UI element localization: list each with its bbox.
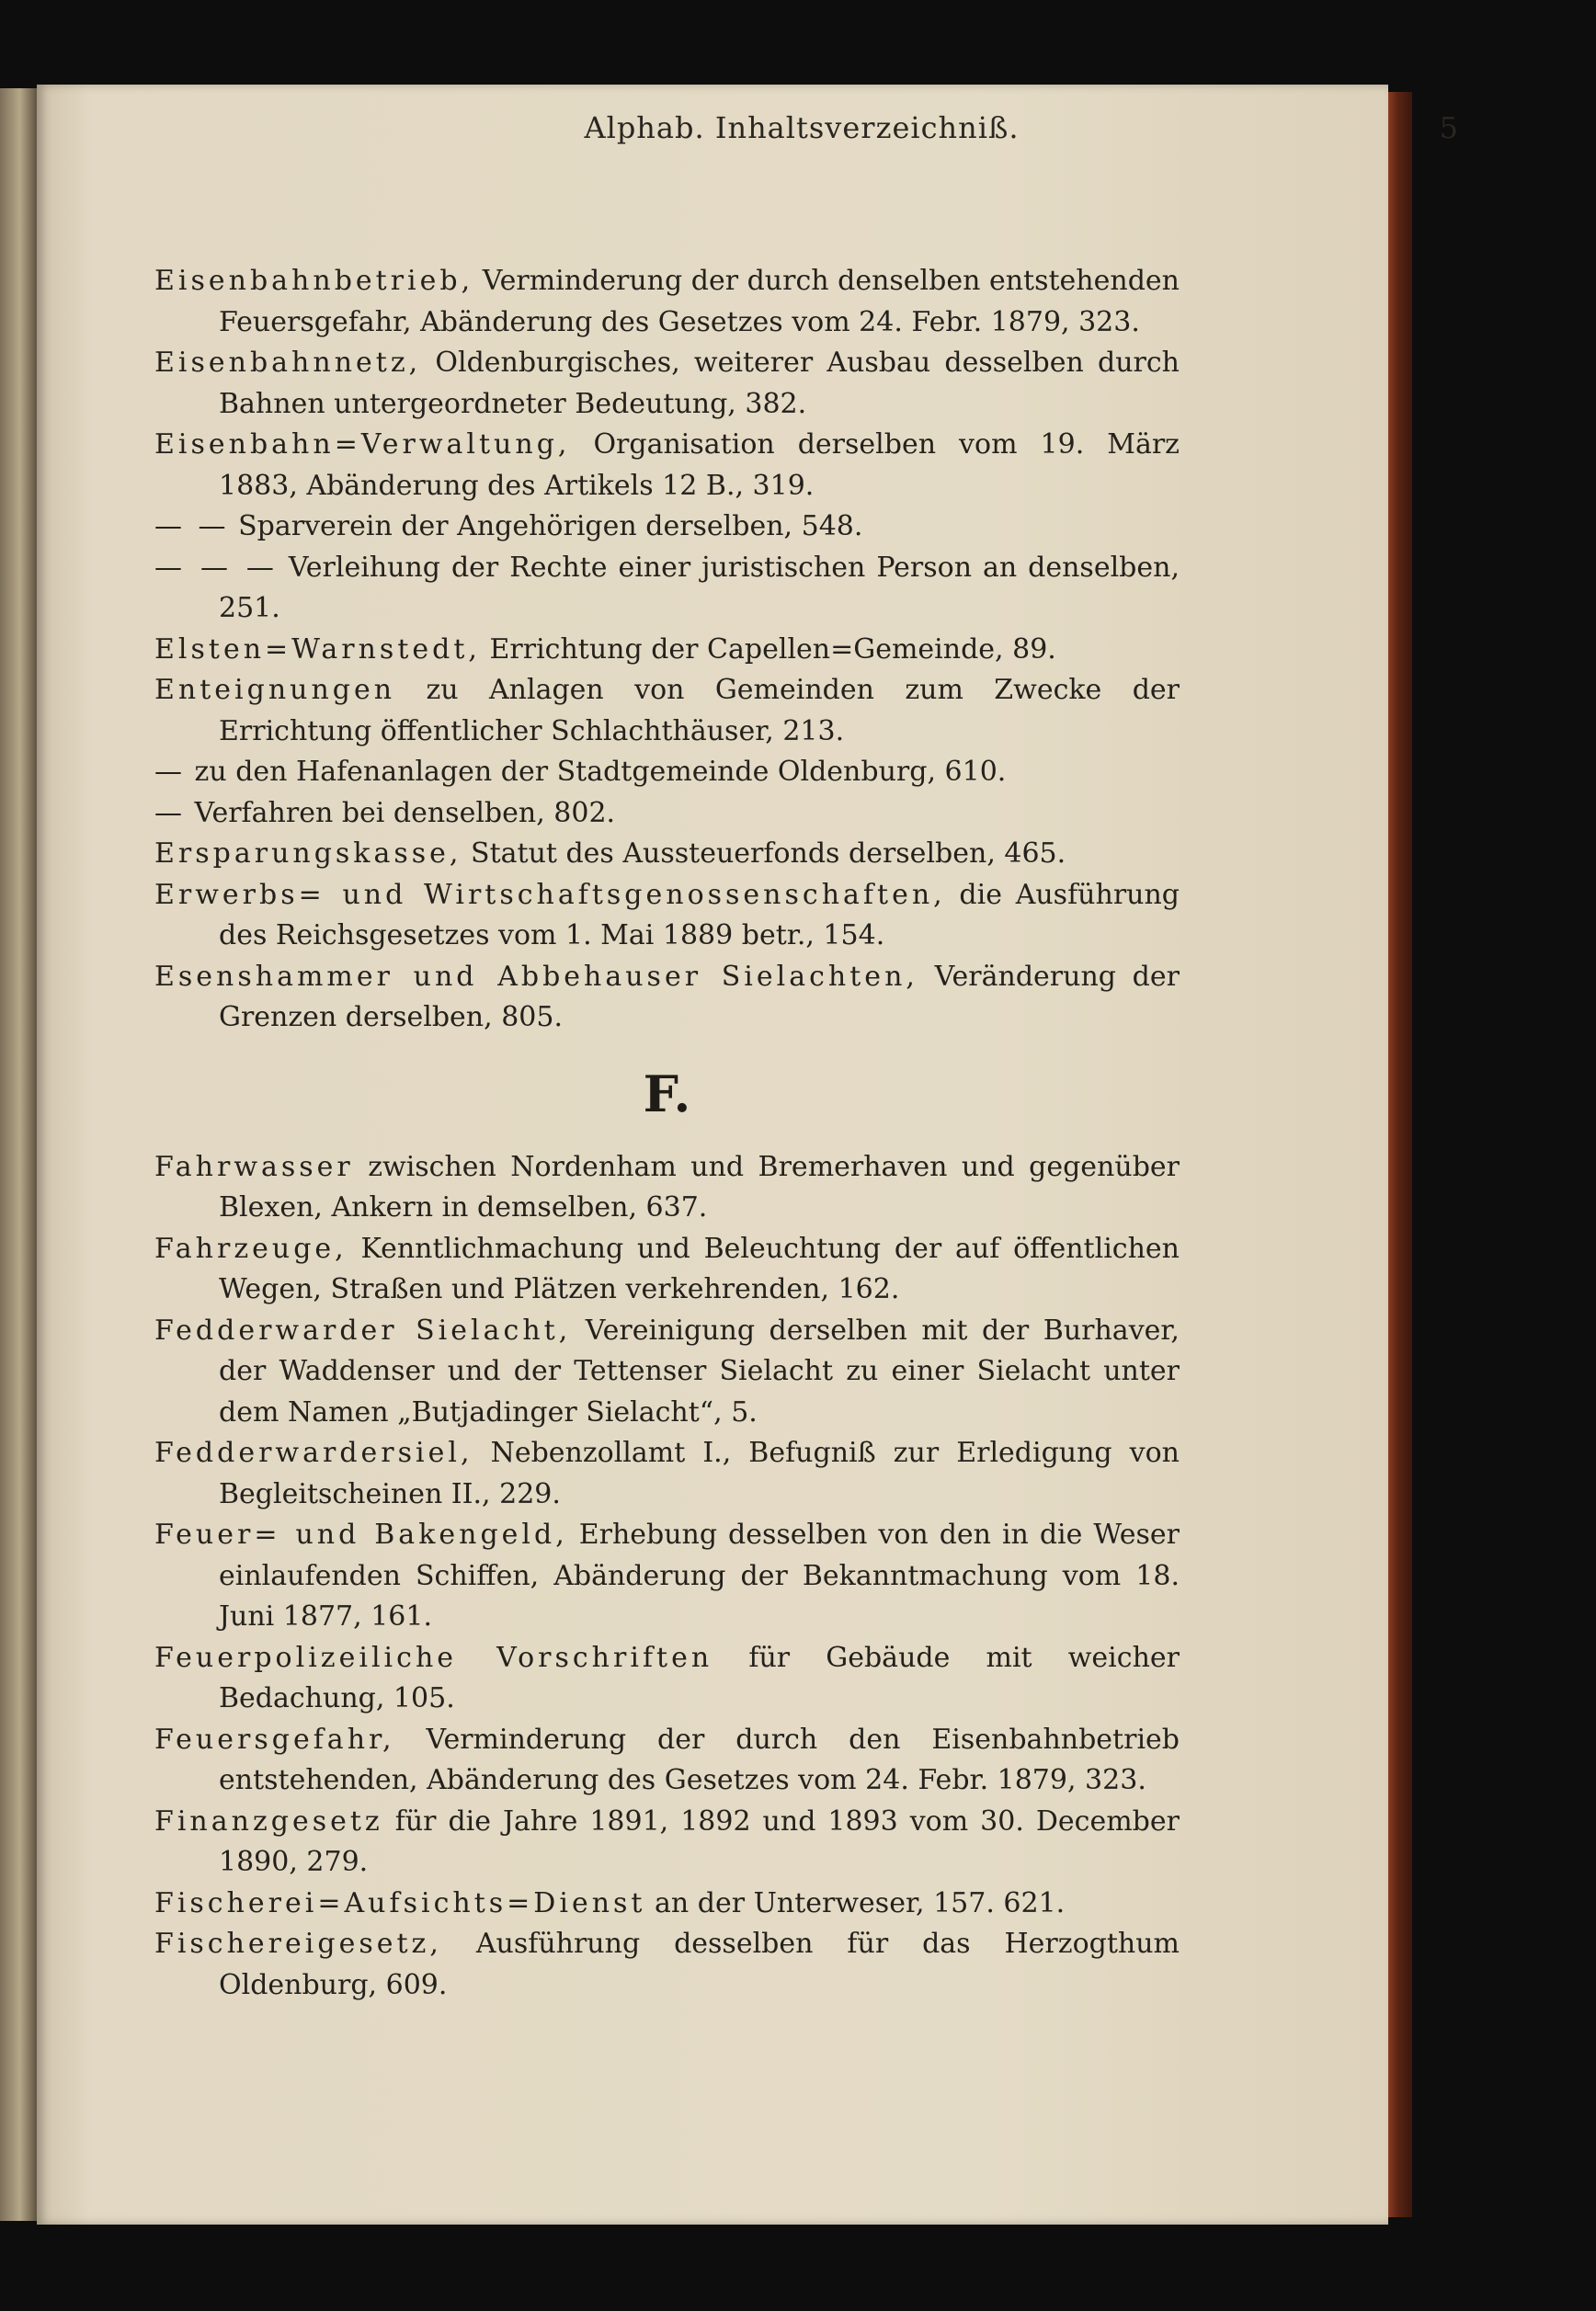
entry-text: Organisation derselben vom 19. März 1883, Abänderung des Artikels 12 B., 319. — [219, 428, 1180, 502]
index-entry — [154, 1638, 1180, 1720]
entry-keyword: Eisenbahnnetz, — [154, 347, 422, 379]
index-entry — [154, 1720, 1180, 1802]
entry-text: Verminderung der durch den Eisenbahnbetrieb entstehenden, Abänderung des Gesetzes vom 24. Febr. 1879, 323. — [219, 1723, 1180, 1796]
entry-keyword: Erwerbs= und Wirtschaftsgenossenschaften, — [154, 878, 946, 911]
index-entry — [154, 1924, 1180, 2006]
entry-text: Verminderung der durch denselben entstehenden Feuersgefahr, Abänderung des Gesetzes vom 24. Febr. 1879, 323. — [219, 265, 1180, 338]
entry-text: Verfahren bei denselben, 802. — [194, 796, 616, 829]
entry-keyword: Fischerei=Aufsichts=Dienst — [154, 1886, 646, 1919]
entry-text: Sparverein der Angehörigen derselben, 548. — [238, 510, 863, 542]
entry-keyword: Enteignungen — [154, 674, 396, 706]
index-entry — [154, 793, 1180, 835]
index-entry — [154, 670, 1180, 752]
index-entry — [154, 752, 1180, 793]
index-entry — [154, 507, 1180, 548]
entry-keyword: Eisenbahnbetrieb, — [154, 265, 474, 297]
running-title: Alphab. Inhaltsverzeichniß. — [584, 110, 1020, 145]
entry-keyword: Feuer= und Bakengeld, — [154, 1519, 568, 1551]
index-entry — [154, 343, 1180, 425]
index-entries — [154, 261, 1180, 2006]
entry-keyword: Fedderwarder Sielacht, — [154, 1314, 572, 1347]
index-entry — [154, 425, 1180, 507]
entry-keyword: Esenshammer und Abbehauser Sielachten, — [154, 960, 918, 993]
entry-text: Erhebung desselben von den in die Weser einlaufenden Schiffen, Abänderung der Bekanntmachung vom 18. Juni 1877, 161. — [219, 1519, 1180, 1633]
entry-text: Ausführung desselben für das Herzogthum Oldenburg, 609. — [219, 1928, 1180, 2001]
entry-keyword: Fahrzeuge, — [154, 1232, 348, 1265]
entry-text: an der Unterweser, 157. 621. — [655, 1886, 1066, 1919]
page-number: 5 — [1439, 110, 1458, 145]
index-entry — [154, 1884, 1180, 1925]
entry-keyword: Fahrwasser — [154, 1150, 354, 1183]
index-entry — [154, 875, 1180, 957]
entry-keyword: Ersparungskasse, — [154, 837, 462, 870]
entry-text: Verleihung der Rechte einer juristischen Person an denselben, 251. — [219, 551, 1180, 624]
section-letter-f: F. — [643, 1064, 691, 1123]
index-entry — [154, 834, 1180, 875]
entry-keyword: Fedderwardersiel, — [154, 1437, 473, 1469]
entry-text: Vereinigung derselben mit der Burhaver, der Waddenser und der Tettenser Sielacht zu einer Sielacht unter dem Namen „Butjadinger Sielacht“, 5. — [219, 1314, 1180, 1429]
entry-keyword: — — [154, 796, 186, 829]
index-entry — [154, 1229, 1180, 1311]
entry-text: Kenntlichmachung und Beleuchtung der auf öffentlichen Wegen, Straßen und Plätzen verkehrenden, 162. — [219, 1232, 1180, 1305]
entry-text: Veränderung der Grenzen derselben, 805. — [219, 960, 1180, 1033]
index-entry — [154, 630, 1180, 671]
entry-text: zu den Hafenanlagen der Stadtgemeinde Oldenburg, 610. — [194, 756, 1007, 788]
entry-text: für die Jahre 1891, 1892 und 1893 vom 30. December 1890, 279. — [219, 1804, 1180, 1878]
entry-text: zwischen Nordenham und Bremerhaven und gegenüber Blexen, Ankern in demselben, 637. — [219, 1150, 1180, 1224]
entry-text: die Ausführung des Reichsgesetzes vom 1. Mai 1889 betr., 154. — [219, 878, 1180, 951]
entry-keyword: Fischereigesetz, — [154, 1928, 442, 1960]
entry-keyword: — — — [154, 510, 230, 542]
entry-keyword: Elsten=Warnstedt, — [154, 632, 481, 666]
entry-keyword: — — — — [154, 551, 278, 584]
entries-letter-f — [154, 1147, 1180, 2007]
index-entry — [154, 1515, 1180, 1638]
index-entry — [154, 1433, 1180, 1515]
entry-keyword: Feuerpolizeiliche Vorschriften — [154, 1641, 713, 1674]
entries-letter-e — [154, 261, 1180, 1039]
entry-text: Nebenzollamt I., Befugniß zur Erledigung von Begleitscheinen II., 229. — [219, 1437, 1180, 1510]
index-entry — [154, 1147, 1180, 1229]
entry-text: Statut des Aussteuerfonds derselben, 465. — [471, 837, 1066, 870]
page-header — [145, 110, 1458, 156]
index-entry — [154, 957, 1180, 1039]
index-entry — [154, 261, 1180, 343]
entry-keyword: Feuersgefahr, — [154, 1723, 395, 1756]
entry-keyword: — — [154, 756, 186, 788]
book-page-edge — [1388, 92, 1412, 2217]
entry-keyword: Finanzgesetz — [154, 1804, 383, 1838]
entry-text: für Gebäude mit weicher Bedachung, 105. — [219, 1641, 1180, 1714]
index-entry — [154, 1311, 1180, 1434]
entry-text: Oldenburgisches, weiterer Ausbau desselben durch Bahnen untergeordneter Bedeutung, 382. — [219, 347, 1180, 420]
index-entry — [154, 1802, 1180, 1884]
entry-text: Errichtung der Capellen=Gemeinde, 89. — [489, 632, 1056, 666]
entry-keyword: Eisenbahn=Verwaltung, — [154, 428, 571, 461]
index-entry — [154, 548, 1180, 630]
entry-text: zu Anlagen von Gemeinden zum Zwecke der Errichtung öffentlicher Schlachthäuser, 213. — [219, 674, 1180, 747]
